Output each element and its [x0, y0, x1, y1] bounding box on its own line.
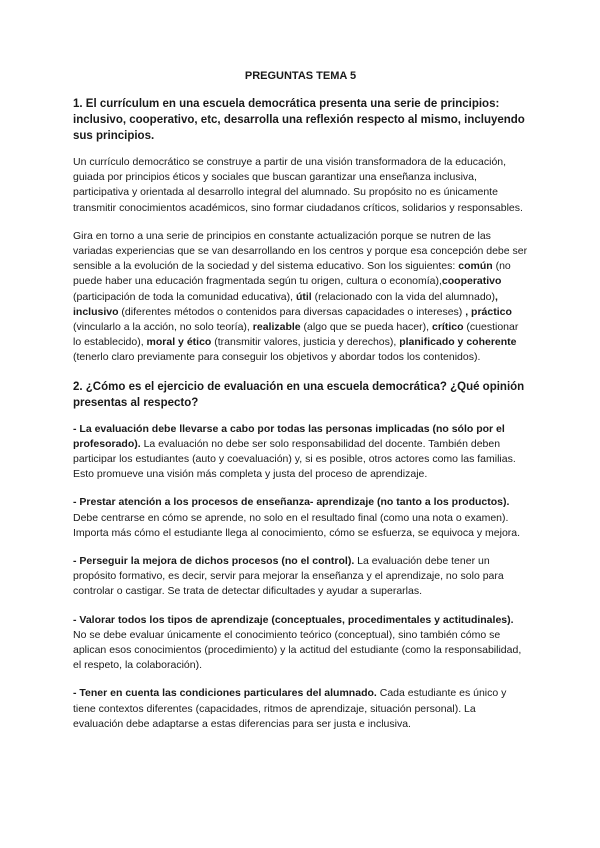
- evaluation-item: [73, 422, 528, 483]
- principle-term: crítico: [431, 321, 464, 334]
- principle-term: , inclusivo: [73, 290, 498, 318]
- evaluation-item: [73, 613, 528, 674]
- principle-term: moral y ético: [146, 336, 212, 349]
- principle-desc: (vincularlo a la acción, no solo teoría),: [73, 321, 253, 334]
- evaluation-item: [73, 686, 528, 732]
- principle-term: común: [458, 260, 493, 273]
- question-1-heading: 1. El currículum en una escuela democrática presenta una serie de principios: inclusivo, cooperativo, etc, desarrolla una reflexión respecto al mismo, incluyendo sus principios.: [73, 98, 525, 142]
- question-2-heading: 2. ¿Cómo es el ejercicio de evaluación en una escuela democrática? ¿Qué opinión presentas al respecto?: [73, 380, 525, 409]
- q1-paragraph-1: Un currículo democrático se construye a partir de una visión transformadora de la educación, guiada por principios éticos y sociales que buscan garantizar una enseñanza inclusiva, participativa y orientada al desarrollo integral del alumnado. Su propósito no es únicamente transmitir conocimientos académicos, sino formar ciudadanos críticos, solidarios y responsables.: [73, 156, 523, 214]
- principle-desc: (transmitir valores, justicia y derechos),: [211, 336, 400, 349]
- evaluation-item-text: La evaluación no debe ser solo responsabilidad del docente. También deben participar los estudiantes (auto y coevaluación) y, si es posible, otros actores como las familias. Esto promueve una visión más completa y justa del proceso de aprendizaje.: [73, 437, 516, 481]
- principle-term: útil: [295, 290, 312, 303]
- document-title: PREGUNTAS TEMA 5: [244, 70, 357, 82]
- evaluation-item-text: No se debe evaluar únicamente el conocimiento teórico (conceptual), sino también cómo se aplican esos conocimientos (procedimiento) y la actitud del estudiante (como la responsabilidad, el respeto, la colaboración).: [73, 628, 522, 672]
- q1-paragraph-2: [73, 229, 528, 366]
- evaluation-item-text: La evaluación debe tener un propósito formativo, es decir, servir para mejorar la enseñanza y el aprendizaje, no solo para controlar o castigar. Se trata de detectar dificultades y ayudar a superarlas.: [73, 555, 504, 598]
- document-page: [73, 70, 528, 745]
- principle-desc: (cuestionar lo establecido),: [73, 321, 519, 349]
- q1-paragraph-2-intro: Gira en torno a una serie de principios en constante actualización porque se nutren de las variadas experiencias que se van desarrollando en los centros y porque esa concepción debe ser sensible a la evolución de la sociedad y del sistema educativo. Son los siguientes:: [73, 229, 528, 273]
- evaluation-item: [73, 554, 528, 600]
- principle-desc: (diferentes métodos o contenidos para diversas capacidades o intereses): [118, 305, 463, 318]
- evaluation-item-lead: - Perseguir la mejora de dichos procesos (no el control).: [73, 555, 355, 568]
- principle-term: planificado y coherente: [399, 336, 517, 349]
- evaluation-item-lead: - Prestar atención a los procesos de enseñanza- aprendizaje (no tanto a los productos).: [73, 496, 510, 509]
- evaluation-item-lead: - Tener en cuenta las condiciones particulares del alumnado.: [73, 687, 377, 700]
- evaluation-item: [73, 495, 528, 541]
- principle-desc: (no puede haber una educación fragmentada según tu origen, cultura o economía),: [73, 260, 511, 288]
- principle-desc: (relacionado con la vida del alumnado): [311, 290, 495, 303]
- principle-desc: (participación de toda la comunidad educativa),: [73, 290, 296, 303]
- principle-desc: (algo que se pueda hacer),: [300, 321, 432, 334]
- evaluation-item-text: Debe centrarse en cómo se aprende, no solo en el resultado final (como una nota o examen). Importa más cómo el estudiante llega al conocimiento, cómo se esfuerza, se equivoca y mejora.: [73, 511, 521, 539]
- principle-term: realizable: [252, 321, 301, 334]
- principle-term: cooperativo: [441, 275, 502, 288]
- principle-desc: (tenerlo claro previamente para conseguir los objetivos y abordar todos los contenidos).: [73, 351, 481, 364]
- evaluation-item-text: Cada estudiante es único y tiene contextos diferentes (capacidades, ritmos de aprendizaje, situación personal). La evaluación debe adaptarse a estas diferencias para ser justa e inclusiva.: [73, 687, 507, 730]
- principle-term: , práctico: [462, 305, 512, 318]
- evaluation-item-lead: - Valorar todos los tipos de aprendizaje (conceptuales, procedimentales y actitudinales).: [73, 613, 514, 626]
- evaluation-item-lead: - La evaluación debe llevarse a cabo por todas las personas implicadas (no sólo por el profesorado).: [73, 422, 505, 450]
